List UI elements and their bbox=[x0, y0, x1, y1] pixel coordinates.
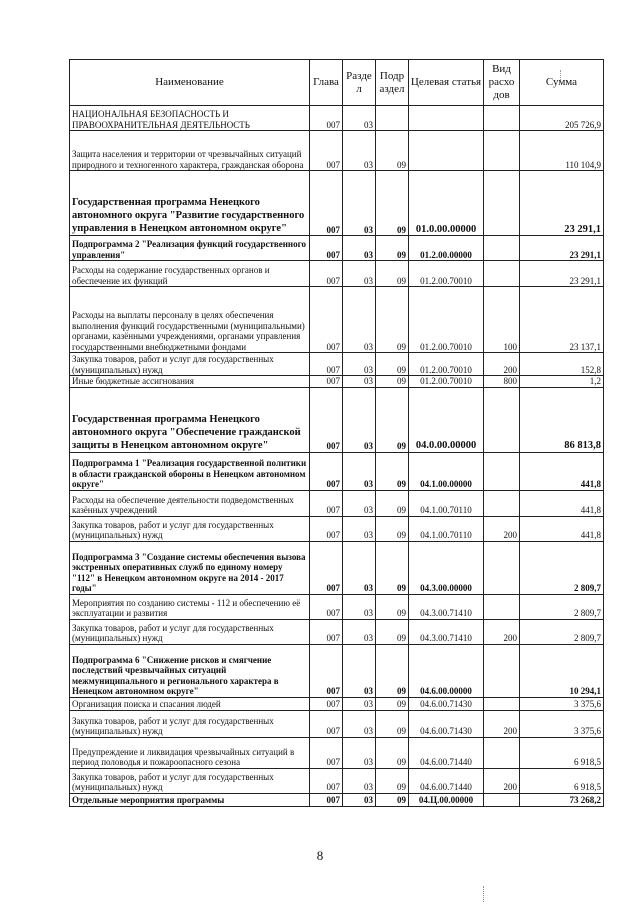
table-row bbox=[70, 619, 604, 644]
row-sum: 3 375,6 bbox=[520, 710, 604, 737]
row-chapter: 007 bbox=[310, 644, 343, 697]
row-target: 04.6.00.71440 bbox=[409, 768, 484, 793]
row-expense-type: 200 bbox=[484, 516, 520, 541]
row-name: Мероприятия по созданию системы - 112 и обеспечению её эксплуатации и развития bbox=[70, 594, 310, 619]
row-chapter: 007 bbox=[310, 541, 343, 594]
row-chapter: 007 bbox=[310, 490, 343, 516]
row-name: Государственная программа Ненецкого автономного округа "Развитие государственного управления в Ненецком автономном округе" bbox=[70, 171, 310, 236]
table-row bbox=[70, 768, 604, 793]
row-expense-type: 800 bbox=[484, 376, 520, 388]
row-section: 03 bbox=[343, 171, 376, 236]
row-chapter: 007 bbox=[310, 793, 343, 806]
row-target: 04.0.00.00000 bbox=[409, 387, 484, 452]
row-expense-type bbox=[484, 490, 520, 516]
table-row bbox=[70, 541, 604, 594]
row-section: 03 bbox=[343, 644, 376, 697]
row-chapter: 007 bbox=[310, 594, 343, 619]
row-sum: 441,8 bbox=[520, 490, 604, 516]
row-chapter: 007 bbox=[310, 619, 343, 644]
row-expense-type bbox=[484, 131, 520, 171]
table-row bbox=[70, 353, 604, 376]
row-name: Государственная программа Ненецкого автономного округа "Обеспечение гражданской защиты в Ненецком автономном округе" bbox=[70, 387, 310, 452]
row-sum: 2 809,7 bbox=[520, 619, 604, 644]
row-name: Закупка товаров, работ и услуг для государственных (муниципальных) нужд bbox=[70, 768, 310, 793]
row-subsection: 09 bbox=[376, 737, 409, 768]
row-section: 03 bbox=[343, 516, 376, 541]
table-row bbox=[70, 376, 604, 388]
row-subsection: 09 bbox=[376, 490, 409, 516]
row-section: 03 bbox=[343, 793, 376, 806]
row-target: 04.3.00.71410 bbox=[409, 594, 484, 619]
row-target: 01.2.00.70010 bbox=[409, 376, 484, 388]
row-target: 01.0.00.00000 bbox=[409, 171, 484, 236]
table-row bbox=[70, 697, 604, 710]
row-chapter: 007 bbox=[310, 106, 343, 131]
row-target: 01.2.00.70010 bbox=[409, 353, 484, 376]
row-name: Закупка товаров, работ и услуг для государственных (муниципальных) нужд bbox=[70, 710, 310, 737]
row-chapter: 007 bbox=[310, 516, 343, 541]
row-expense-type: 200 bbox=[484, 619, 520, 644]
row-section: 03 bbox=[343, 106, 376, 131]
row-chapter: 007 bbox=[310, 452, 343, 490]
row-target: 04.6.00.71440 bbox=[409, 737, 484, 768]
row-section: 03 bbox=[343, 490, 376, 516]
row-subsection: 09 bbox=[376, 710, 409, 737]
row-chapter: 007 bbox=[310, 287, 343, 353]
row-target: 04.3.00.00000 bbox=[409, 541, 484, 594]
row-name: Закупка товаров, работ и услуг для государственных (муниципальных) нужд bbox=[70, 353, 310, 376]
row-section: 03 bbox=[343, 619, 376, 644]
table-row bbox=[70, 452, 604, 490]
row-name: Расходы на обеспечение деятельности подведомственных казённых учреждений bbox=[70, 490, 310, 516]
row-subsection bbox=[376, 106, 409, 131]
row-target: 04.1.00.00000 bbox=[409, 452, 484, 490]
page-number: 8 bbox=[316, 848, 324, 863]
row-target: 04.3.00.71410 bbox=[409, 619, 484, 644]
row-subsection: 09 bbox=[376, 261, 409, 287]
table-row bbox=[70, 737, 604, 768]
row-sum: 441,8 bbox=[520, 516, 604, 541]
row-expense-type: 200 bbox=[484, 710, 520, 737]
row-section: 03 bbox=[343, 737, 376, 768]
table-row bbox=[70, 594, 604, 619]
header-target: Целевая статья bbox=[409, 60, 484, 106]
row-sum: 2 809,7 bbox=[520, 594, 604, 619]
row-expense-type bbox=[484, 261, 520, 287]
row-chapter: 007 bbox=[310, 376, 343, 388]
row-target: 01.2.00.70010 bbox=[409, 287, 484, 353]
row-subsection: 09 bbox=[376, 452, 409, 490]
row-expense-type bbox=[484, 236, 520, 261]
row-expense-type bbox=[484, 594, 520, 619]
table-row bbox=[70, 490, 604, 516]
row-name: Защита населения и территории от чрезвычайных ситуаций природного и техногенного характера, гражданская оборона bbox=[70, 131, 310, 171]
row-expense-type bbox=[484, 737, 520, 768]
row-subsection: 09 bbox=[376, 516, 409, 541]
row-subsection: 09 bbox=[376, 619, 409, 644]
row-expense-type: 200 bbox=[484, 768, 520, 793]
row-name: Закупка товаров, работ и услуг для государственных (муниципальных) нужд bbox=[70, 516, 310, 541]
row-sum: 6 918,5 bbox=[520, 737, 604, 768]
scan-artifact bbox=[560, 70, 562, 80]
row-subsection: 09 bbox=[376, 171, 409, 236]
table-row bbox=[70, 131, 604, 171]
row-name: Подпрограмма 6 "Снижение рисков и смягчение последствий чрезвычайных ситуаций межмуниципального и регионального характера в Ненецком автономном округе" bbox=[70, 644, 310, 697]
row-sum: 73 268,2 bbox=[520, 793, 604, 806]
table-row bbox=[70, 236, 604, 261]
row-chapter: 007 bbox=[310, 737, 343, 768]
row-subsection: 09 bbox=[376, 793, 409, 806]
row-section: 03 bbox=[343, 131, 376, 171]
row-target: 04.6.00.71430 bbox=[409, 710, 484, 737]
row-expense-type bbox=[484, 387, 520, 452]
row-section: 03 bbox=[343, 376, 376, 388]
row-section: 03 bbox=[343, 594, 376, 619]
scan-artifact bbox=[483, 886, 485, 902]
row-name: Предупреждение и ликвидация чрезвычайных ситуаций в период половодья и пожароопасного сезона bbox=[70, 737, 310, 768]
row-name: Подпрограмма 3 "Создание системы обеспечения вызова экстренных оперативных служб по единому номеру "112" в Ненецком автономном округе на 2014 - 2017 годы" bbox=[70, 541, 310, 594]
row-sum: 6 918,5 bbox=[520, 768, 604, 793]
header-subsection: Подр аздел bbox=[376, 60, 409, 106]
row-expense-type: 200 bbox=[484, 353, 520, 376]
header-expense-type: Вид расхо дов bbox=[484, 60, 520, 106]
row-sum: 23 291,1 bbox=[520, 261, 604, 287]
table-row bbox=[70, 516, 604, 541]
row-target bbox=[409, 131, 484, 171]
row-chapter: 007 bbox=[310, 768, 343, 793]
row-target: 04.1.00.70110 bbox=[409, 490, 484, 516]
table-row bbox=[70, 287, 604, 353]
row-sum: 152,8 bbox=[520, 353, 604, 376]
row-sum: 3 375,6 bbox=[520, 697, 604, 710]
row-target: 04.6.00.00000 bbox=[409, 644, 484, 697]
row-name: Подпрограмма 1 "Реализация государственной политики в области гражданской обороны в Ненецком автономном округе" bbox=[70, 452, 310, 490]
row-subsection: 09 bbox=[376, 287, 409, 353]
row-expense-type bbox=[484, 452, 520, 490]
row-name: Подпрограмма 2 "Реализация функций государственного управления" bbox=[70, 236, 310, 261]
row-section: 03 bbox=[343, 261, 376, 287]
row-sum: 10 294,1 bbox=[520, 644, 604, 697]
row-target: 04.6.00.71430 bbox=[409, 697, 484, 710]
row-subsection: 09 bbox=[376, 644, 409, 697]
row-section: 03 bbox=[343, 697, 376, 710]
row-chapter: 007 bbox=[310, 236, 343, 261]
row-expense-type bbox=[484, 697, 520, 710]
row-subsection: 09 bbox=[376, 236, 409, 261]
row-sum: 86 813,8 bbox=[520, 387, 604, 452]
row-name: Иные бюджетные ассигнования bbox=[70, 376, 310, 388]
row-section: 03 bbox=[343, 387, 376, 452]
row-subsection: 09 bbox=[376, 594, 409, 619]
row-chapter: 007 bbox=[310, 710, 343, 737]
row-subsection: 09 bbox=[376, 131, 409, 171]
table-row bbox=[70, 710, 604, 737]
table-row bbox=[70, 387, 604, 452]
row-sum: 110 104,9 bbox=[520, 131, 604, 171]
row-sum: 23 137,1 bbox=[520, 287, 604, 353]
row-subsection: 09 bbox=[376, 353, 409, 376]
row-expense-type bbox=[484, 541, 520, 594]
row-target bbox=[409, 106, 484, 131]
row-expense-type: 100 bbox=[484, 287, 520, 353]
row-target: 01.2.00.00000 bbox=[409, 236, 484, 261]
row-section: 03 bbox=[343, 710, 376, 737]
row-expense-type bbox=[484, 793, 520, 806]
row-subsection: 09 bbox=[376, 697, 409, 710]
row-expense-type bbox=[484, 171, 520, 236]
row-section: 03 bbox=[343, 236, 376, 261]
row-target: 04.1.00.70110 bbox=[409, 516, 484, 541]
table-row bbox=[70, 644, 604, 697]
row-sum: 23 291,1 bbox=[520, 171, 604, 236]
row-sum: 23 291,1 bbox=[520, 236, 604, 261]
table-row bbox=[70, 261, 604, 287]
row-subsection: 09 bbox=[376, 387, 409, 452]
row-sum: 441,8 bbox=[520, 452, 604, 490]
row-subsection: 09 bbox=[376, 541, 409, 594]
row-section: 03 bbox=[343, 541, 376, 594]
table-row bbox=[70, 106, 604, 131]
row-name: Закупка товаров, работ и услуг для государственных (муниципальных) нужд bbox=[70, 619, 310, 644]
row-sum: 205 726,9 bbox=[520, 106, 604, 131]
row-target: 01.2.00.70010 bbox=[409, 261, 484, 287]
table-header-row bbox=[70, 60, 604, 106]
header-name: Наименование bbox=[70, 60, 310, 106]
row-sum: 2 809,7 bbox=[520, 541, 604, 594]
row-expense-type bbox=[484, 644, 520, 697]
header-section: Разде л bbox=[343, 60, 376, 106]
budget-table bbox=[69, 59, 604, 807]
row-name: Организация поиска и спасания людей bbox=[70, 697, 310, 710]
row-section: 03 bbox=[343, 452, 376, 490]
row-name: Расходы на содержание государственных органов и обеспечение их функций bbox=[70, 261, 310, 287]
row-target: 04.Ц.00.00000 bbox=[409, 793, 484, 806]
row-chapter: 007 bbox=[310, 353, 343, 376]
row-name: НАЦИОНАЛЬНАЯ БЕЗОПАСНОСТЬ И ПРАВООХРАНИТЕЛЬНАЯ ДЕЯТЕЛЬНОСТЬ bbox=[70, 106, 310, 131]
row-chapter: 007 bbox=[310, 697, 343, 710]
row-subsection: 09 bbox=[376, 376, 409, 388]
row-chapter: 007 bbox=[310, 387, 343, 452]
row-expense-type bbox=[484, 106, 520, 131]
row-sum: 1,2 bbox=[520, 376, 604, 388]
header-sum: Сумма bbox=[520, 60, 604, 106]
row-subsection: 09 bbox=[376, 768, 409, 793]
row-chapter: 007 bbox=[310, 261, 343, 287]
table-row bbox=[70, 171, 604, 236]
row-section: 03 bbox=[343, 353, 376, 376]
row-chapter: 007 bbox=[310, 171, 343, 236]
row-section: 03 bbox=[343, 287, 376, 353]
row-section: 03 bbox=[343, 768, 376, 793]
header-chapter: Глава bbox=[310, 60, 343, 106]
row-name: Отдельные мероприятия программы bbox=[70, 793, 310, 806]
row-name: Расходы на выплаты персоналу в целях обеспечения выполнения функций государственными (муниципальными) органами, казёнными учреждениями, органами управления государственными внебюджетными фондами bbox=[70, 287, 310, 353]
table-row bbox=[70, 793, 604, 806]
row-chapter: 007 bbox=[310, 131, 343, 171]
